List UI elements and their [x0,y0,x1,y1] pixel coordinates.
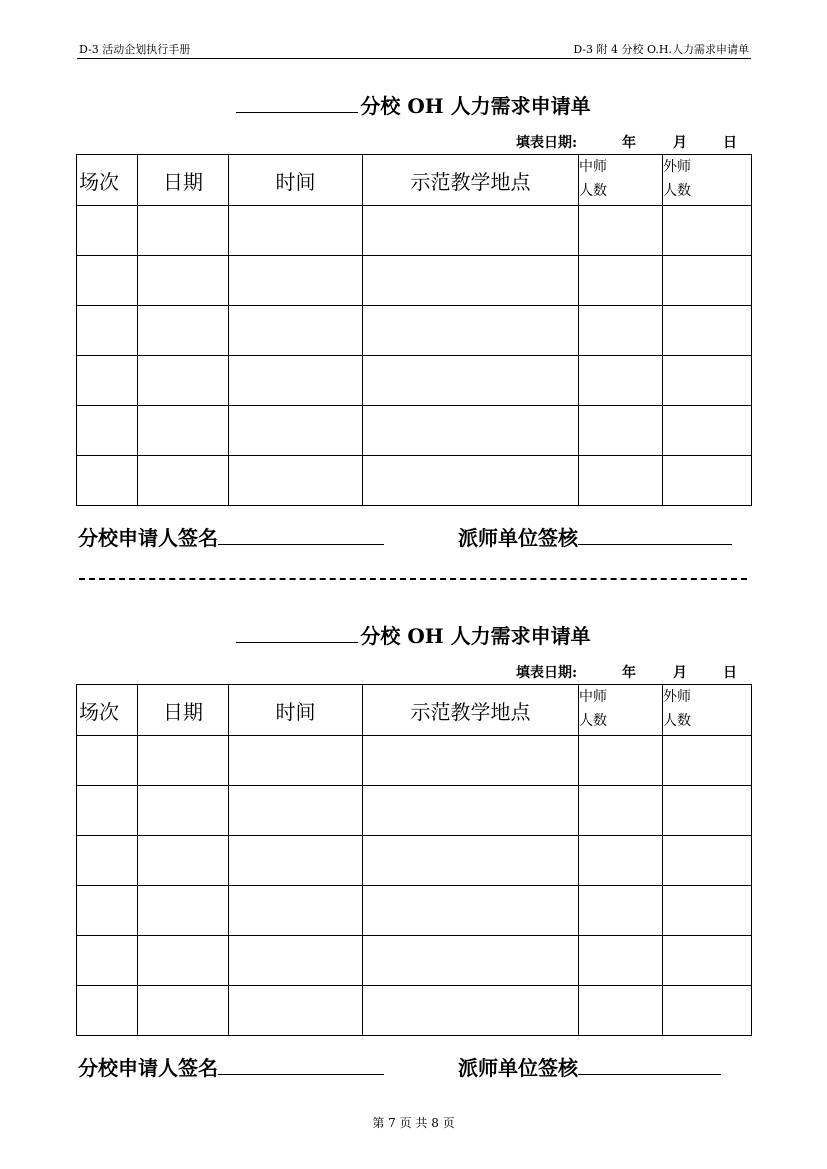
table-cell[interactable] [363,886,579,936]
approver-signature [458,1052,721,1081]
col-header-location: 示范教学地点 [363,155,579,206]
table-cell[interactable] [363,936,579,986]
table-cell[interactable] [579,986,663,1036]
applicant-signature [78,522,384,551]
fill-date-year: 年 [622,135,636,151]
school-name-blank[interactable] [236,96,358,113]
col-header-foreign-teachers: 外师 人数 [663,685,752,736]
approver-signature [458,522,732,551]
table-cell[interactable] [363,356,579,406]
applicant-signature-label: 分校申请人签名 [78,526,218,550]
cut-line-divider [79,578,747,580]
table-cell[interactable] [138,886,229,936]
table-row [77,786,752,836]
table-cell[interactable] [663,886,752,936]
col-header-session: 场次 [77,685,138,736]
table-cell[interactable] [663,456,752,506]
table-cell[interactable] [77,736,138,786]
table-row [77,406,752,456]
applicant-signature-line[interactable] [218,524,384,545]
table-cell[interactable] [77,206,138,256]
table-cell[interactable] [663,786,752,836]
table-cell[interactable] [229,836,363,886]
table-cell[interactable] [138,356,229,406]
table-header-row [77,155,752,206]
table-cell[interactable] [77,306,138,356]
table-cell[interactable] [663,206,752,256]
table-row [77,986,752,1036]
col-header-date: 日期 [138,685,229,736]
table-row [77,736,752,786]
approver-signature-label: 派师单位签核 [458,1056,578,1080]
table-cell[interactable] [138,736,229,786]
table-cell[interactable] [77,356,138,406]
table-cell[interactable] [363,406,579,456]
table-cell[interactable] [77,836,138,886]
table-cell[interactable] [579,306,663,356]
table-cell[interactable] [663,986,752,1036]
request-table [76,154,752,506]
table-cell[interactable] [77,256,138,306]
table-cell[interactable] [579,936,663,986]
table-cell[interactable] [229,206,363,256]
table-row [77,836,752,886]
fill-date-label: 填表日期: [516,135,578,151]
table-cell[interactable] [663,836,752,886]
table-cell[interactable] [138,206,229,256]
table-row [77,356,752,406]
table-cell[interactable] [77,406,138,456]
table-cell[interactable] [138,986,229,1036]
table-cell[interactable] [579,736,663,786]
table-cell[interactable] [579,456,663,506]
fill-date-day: 日 [723,665,737,681]
col-header-time: 时间 [229,155,363,206]
table-cell[interactable] [229,256,363,306]
approver-signature-line[interactable] [578,524,732,545]
form-title-text: 分校 OH 人力需求申请单 [360,94,591,118]
table-cell[interactable] [229,886,363,936]
table-cell[interactable] [663,256,752,306]
table-cell[interactable] [363,986,579,1036]
fill-date-year: 年 [622,665,636,681]
table-cell[interactable] [229,406,363,456]
applicant-signature [78,1052,384,1081]
approver-signature-line[interactable] [578,1054,721,1075]
table-cell[interactable] [229,986,363,1036]
table-cell[interactable] [363,206,579,256]
table-row [77,206,752,256]
form-title [76,620,751,649]
table-cell[interactable] [363,256,579,306]
table-cell[interactable] [363,456,579,506]
table-row [77,306,752,356]
col-header-local-teachers: 中师 人数 [579,155,663,206]
table-cell[interactable] [77,986,138,1036]
table-cell[interactable] [363,736,579,786]
header-rule [77,58,751,59]
table-cell[interactable] [579,836,663,886]
table-cell[interactable] [663,736,752,786]
table-cell[interactable] [579,356,663,406]
table-cell[interactable] [579,786,663,836]
col-header-local-teachers: 中师 人数 [579,685,663,736]
table-cell[interactable] [138,406,229,456]
table-row [77,936,752,986]
table-cell[interactable] [663,936,752,986]
table-cell[interactable] [138,256,229,306]
header-left-text: D-3 活动企划执行手册 [79,43,191,56]
fill-date-day: 日 [723,135,737,151]
table-cell[interactable] [579,206,663,256]
table-cell[interactable] [229,356,363,406]
table-row [77,886,752,936]
applicant-signature-label: 分校申请人签名 [78,1056,218,1080]
table-cell[interactable] [77,886,138,936]
table-cell[interactable] [363,306,579,356]
fill-date-label: 填表日期: [516,665,578,681]
col-header-foreign-teachers: 外师 人数 [663,155,752,206]
table-cell[interactable] [663,356,752,406]
table-cell[interactable] [579,886,663,936]
table-cell[interactable] [138,306,229,356]
table-cell[interactable] [77,456,138,506]
header-right-text: D-3 附 4 分校 O.H.人力需求申请单 [573,43,749,56]
table-cell[interactable] [138,786,229,836]
col-header-location: 示范教学地点 [363,685,579,736]
table-cell[interactable] [229,936,363,986]
col-header-session: 场次 [77,155,138,206]
col-header-date: 日期 [138,155,229,206]
table-cell[interactable] [229,786,363,836]
school-name-blank[interactable] [236,626,358,643]
fill-date-month: 月 [673,665,687,681]
approver-signature-label: 派师单位签核 [458,526,578,550]
form-title-text: 分校 OH 人力需求申请单 [360,624,591,648]
table-cell[interactable] [138,936,229,986]
table-cell[interactable] [229,456,363,506]
form-title [76,90,751,119]
table-cell[interactable] [77,786,138,836]
table-cell[interactable] [138,456,229,506]
fill-date-month: 月 [673,135,687,151]
table-row [77,256,752,306]
table-row [77,456,752,506]
table-cell[interactable] [363,836,579,886]
table-cell[interactable] [363,786,579,836]
table-cell[interactable] [663,406,752,456]
table-cell[interactable] [579,406,663,456]
col-header-time: 时间 [229,685,363,736]
table-cell[interactable] [77,936,138,986]
table-cell[interactable] [229,736,363,786]
applicant-signature-line[interactable] [218,1054,384,1075]
table-header-row [77,685,752,736]
page-footer: 第 7 页 共 8 页 [372,1116,455,1130]
table-cell[interactable] [663,306,752,356]
request-table [76,684,752,1036]
table-cell[interactable] [138,836,229,886]
table-cell[interactable] [579,256,663,306]
table-cell[interactable] [229,306,363,356]
